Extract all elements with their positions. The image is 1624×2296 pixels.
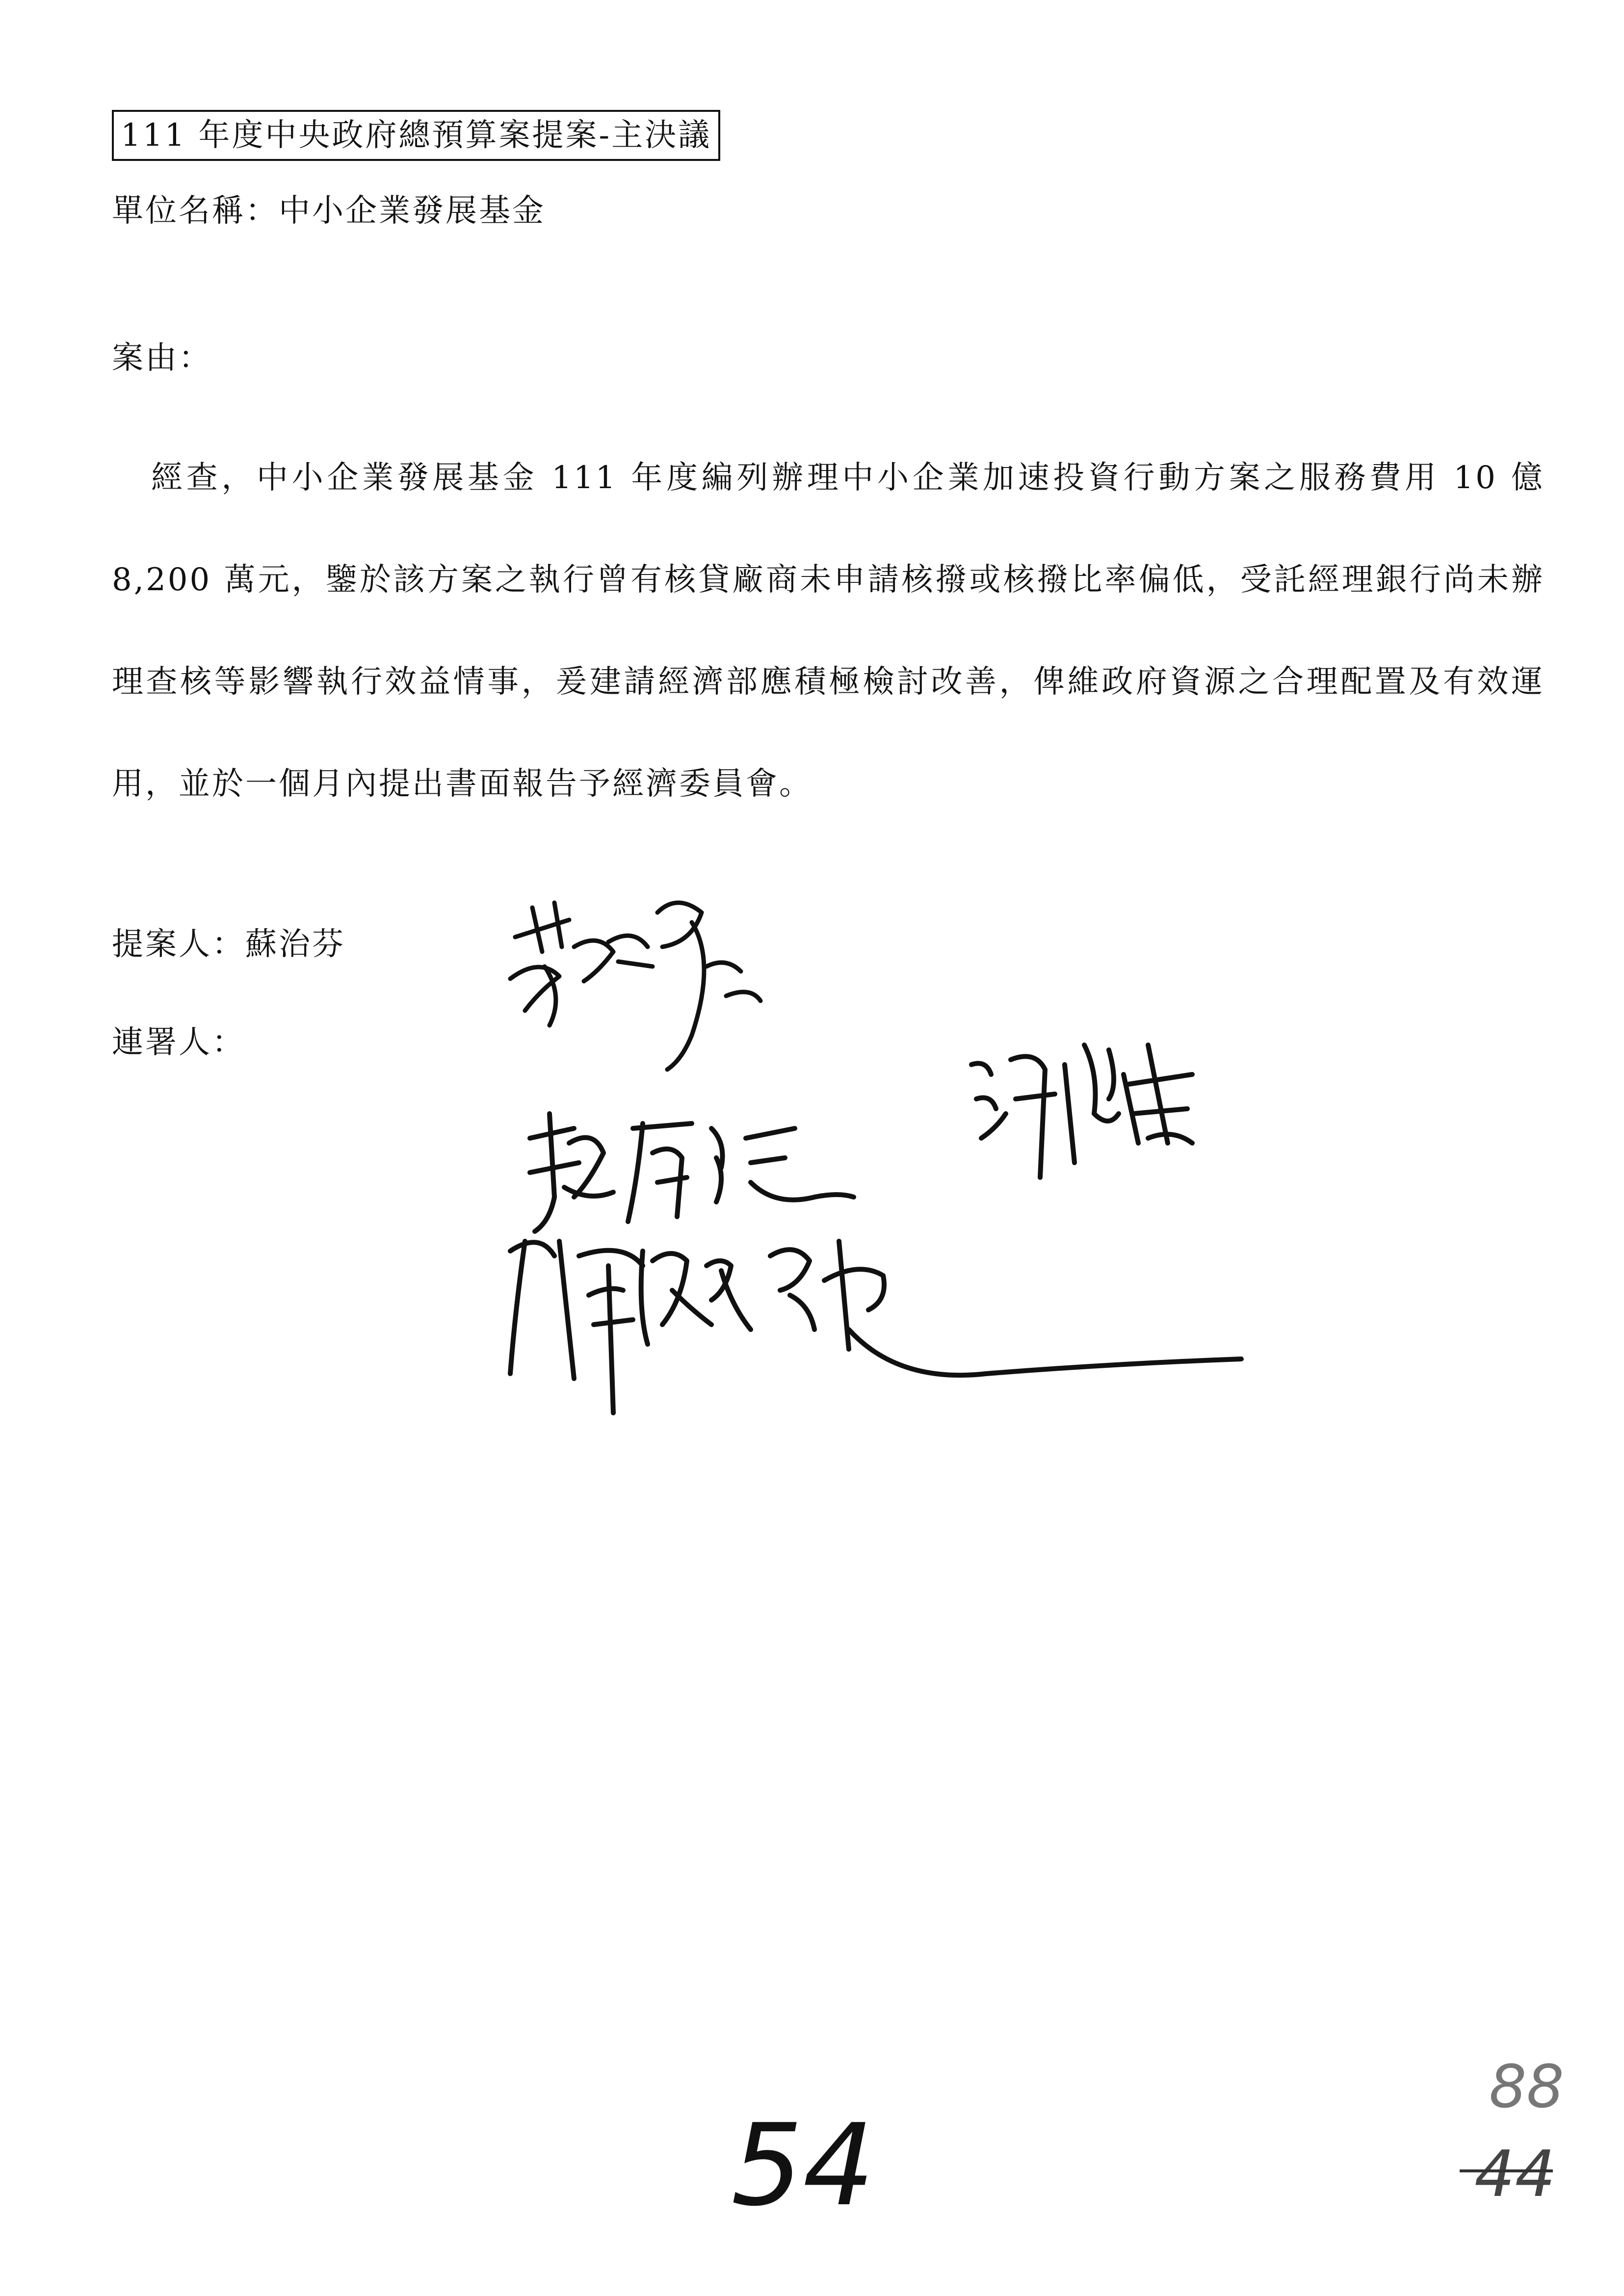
proposer-line: 提案人：蘇治芬 — [112, 926, 345, 963]
signature-proposer — [496, 873, 770, 1079]
reason-label: 案由： — [112, 340, 212, 376]
page-number: 54 — [731, 2100, 875, 2231]
document-title: 111 年度中央政府總預算案提案-主決議 — [112, 110, 720, 161]
reason-body — [112, 427, 1545, 835]
signature-cosigner-3 — [496, 1212, 1251, 1437]
unit-line: 單位名稱：中小企業發展基金 — [112, 193, 546, 229]
reason-paragraph: 經查，中小企業發展基金 111 年度編列辦理中小企業加速投資行動方案之服務費用 10 億 8,200 萬元，鑒於該方案之執行曾有核貸廠商未申請核撥或核撥比率偏低，受託經理銀行尚未辦理查核等影響執行效益情事，爰建請經濟部應積極檢討改善，俾維政府資源之合理配置及有效運用，並於一個月內提出書面報告予經濟委員會。 — [112, 460, 1545, 802]
marginal-number-top: 88 — [1489, 2053, 1564, 2121]
cosigner-line: 連署人： — [112, 1024, 245, 1061]
marginal-number-bottom: 44 — [1474, 2137, 1556, 2211]
signature-cosigner-2 — [962, 1016, 1217, 1212]
strike-line — [1460, 2168, 1553, 2173]
